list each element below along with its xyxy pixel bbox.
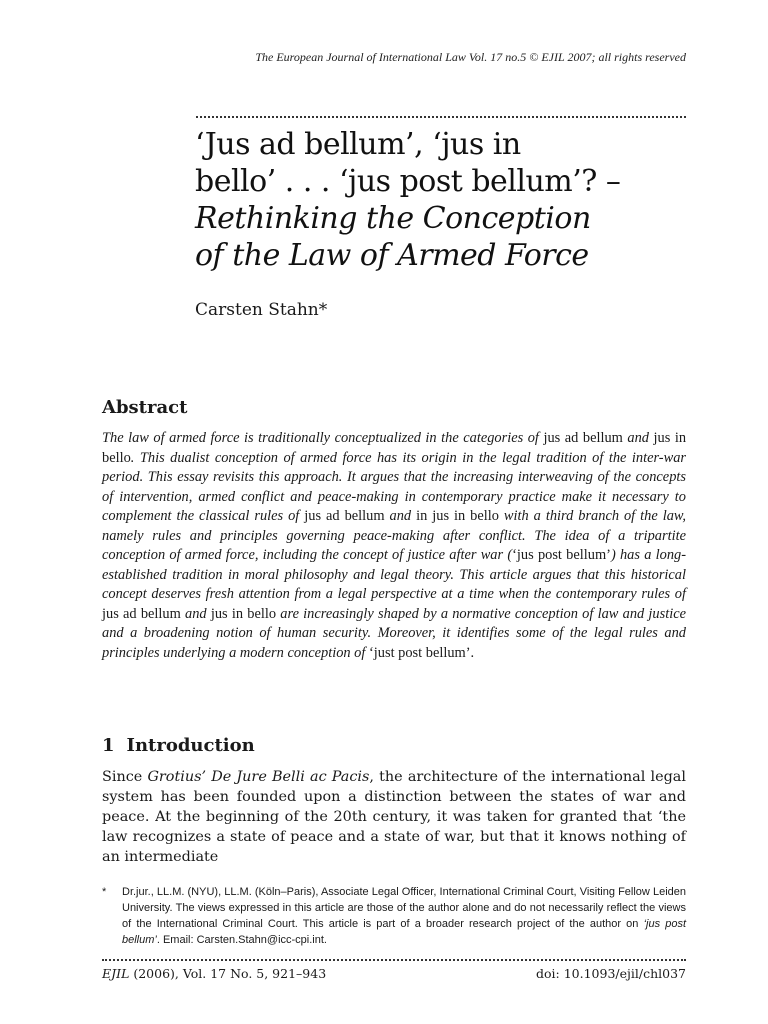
running-head: The European Journal of International Law Vol. 17 no.5 © EJIL 2007; all rights reserved [255, 50, 686, 64]
abstract-part: are increasingly shaped by a normative conception of law and justice and a broadening notion of human security. Moreover, it identifies some of the legal rules and principles underlying a modern conception of [102, 605, 686, 661]
article-title [195, 126, 695, 274]
footnote-text [122, 884, 686, 948]
abstract-term: jus ad bellum [304, 508, 385, 524]
footnote-text-part: . Email: Carsten.Stahn@icc-cpi.int. [156, 934, 327, 946]
section-number: 1 [102, 735, 115, 756]
footer-citation [102, 966, 326, 981]
abstract-term: jus in bello [102, 430, 687, 466]
footer-doi: doi: 10.1093/ejil/chl037 [536, 966, 686, 981]
footer-journal: EJIL [102, 966, 130, 981]
intro-text: , the architecture of the international legal system has been founded upon a distinction between the states of war and peace. At the beginning of the 20th century, it was taken for granted that ‘the law recognizes a state of peace and a state of war, but that it knows nothing of an intermediate [102, 769, 686, 865]
abstract-heading: Abstract [102, 397, 188, 418]
section-title: Introduction [126, 735, 255, 756]
intro-citation: Grotius’ De Jure Belli ac Pacis [147, 769, 370, 785]
footnote [102, 884, 686, 948]
abstract-term: ‘just post bellum’. [368, 644, 475, 661]
abstract-part: with a third branch of the law, namely rules and principles governing peace-making after conflict. The idea of a tripartite conception of armed force, including the concept of justice after war ( [102, 508, 687, 563]
abstract-part: The law of armed force is traditionally conceptualized in the categories of [102, 430, 544, 446]
abstract-term: in jus in bello [416, 508, 499, 524]
abstract-term: ‘jus post bellum’ [512, 547, 611, 563]
abstract-part: and [180, 605, 211, 622]
title-line-1: ‘Jus ad bellum’, ‘jus in [195, 127, 521, 162]
abstract-part: . This dualist conception of armed force has its origin in the legal tradition of the inter-war period. This essay revisits this approach. It argues that the increasing interweaving of the concepts of intervention, armed conflict and peace-making in contemporary practice make it necessary to complement the classical rules of [102, 449, 686, 524]
section-heading [102, 735, 255, 756]
subtitle-line-2: of the Law of Armed Force [195, 238, 589, 273]
abstract-text [102, 429, 686, 663]
abstract-part: and [622, 430, 654, 446]
footnote-term: ‘jus post bellum’ [122, 918, 686, 946]
abstract-term: jus ad bellum [102, 605, 181, 622]
intro-text: Since [102, 769, 148, 785]
footnote-text-part: Dr.jur., LL.M. (NYU), LL.M. (Köln–Paris), Associate Legal Officer, International Criminal Court, Visiting Fellow Leiden University. The views expressed in this article are those of the author alone and do not necessarily reflect the views of the International Criminal Court. This article is part of a broader research project of the author on [122, 886, 686, 930]
intro-paragraph [102, 767, 686, 867]
abstract-term: jus in bello [210, 605, 277, 622]
author-name: Carsten Stahn* [195, 300, 328, 320]
abstract-part: and [384, 508, 417, 524]
bottom-dotted-rule [102, 959, 686, 961]
footer-volume: (2006), Vol. 17 No. 5, 921–943 [129, 966, 327, 981]
subtitle-line-1: Rethinking the Conception [195, 201, 591, 236]
footnote-mark: * [102, 886, 107, 898]
abstract-part: ) has a long-established tradition in moral philosophy and legal theory. This article argues that this historical concept deserves fresh attention from a legal perspective at a time when the contemporary rules of [102, 547, 686, 602]
abstract-term: jus ad bellum [543, 430, 623, 446]
top-dotted-rule [196, 116, 686, 118]
title-line-2: bello’ . . . ‘jus post bellum’? – [195, 164, 621, 199]
